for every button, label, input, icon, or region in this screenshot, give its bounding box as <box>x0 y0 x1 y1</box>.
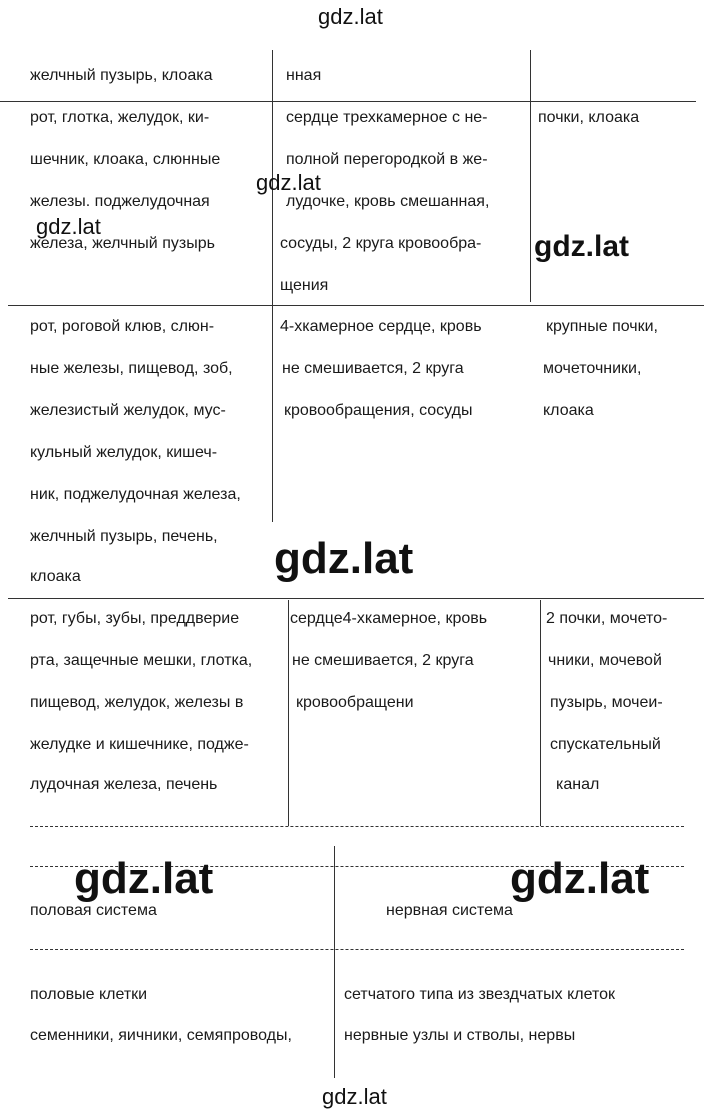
cell-r2-c1-line: ник, поджелудочная железа, <box>30 486 241 503</box>
cell-r3-c2-line: кровообращени <box>296 694 414 711</box>
watermark-big-center: gdz.lat <box>274 534 414 583</box>
bottom-header-left: половая система <box>30 902 157 919</box>
cell-r1-c1-line: железы. поджелудочная <box>30 193 210 210</box>
cell-r2-c2-line: не смешивается, 2 круга <box>282 360 464 377</box>
cell-r1-c2-line: лудочке, кровь смешанная, <box>286 193 490 210</box>
cell-r3-c2-line: не смешивается, 2 круга <box>292 652 474 669</box>
cell-r1-c1-line: железа, желчный пузырь <box>30 235 215 252</box>
cell-r2-c2-line: кровообращения, сосуды <box>284 402 473 419</box>
cell-r2-c1-line: желчный пузырь, печень, <box>30 528 218 545</box>
cell-r3-c1-line: рта, защечные мешки, глотка, <box>30 652 253 669</box>
cell-r3-c1-line: рот, губы, зубы, преддверие <box>30 610 240 627</box>
cell-r1-c2-line: сердце трехкамерное с не- <box>286 109 488 126</box>
cell-r3-c3-line: канал <box>556 776 600 793</box>
cell-r1-c1-line: рот, глотка, желудок, ки- <box>30 109 210 126</box>
cell-r1-c3-line: почки, клоака <box>538 109 640 126</box>
bottom-divider-3 <box>30 949 684 950</box>
bottom-left-line: половые клетки <box>30 986 148 1003</box>
cell-r2-c1-line: железистый желудок, мус- <box>30 402 226 419</box>
cell-r2-c1-line: рот, роговой клюв, слюн- <box>30 318 215 335</box>
cell-r1-c1-line: шечник, клоака, слюнные <box>30 151 221 168</box>
cell-r2-c3-line: клоака <box>543 402 594 419</box>
cell-r3-c2-line: сердце4-хкамерное, кровь <box>290 610 488 627</box>
bottom-left-line: семенники, яичники, семяпроводы, <box>30 1027 292 1044</box>
cell-r1-c2-line: полной перегородкой в же- <box>286 151 488 168</box>
table-divider-v3 <box>288 600 289 826</box>
watermark-mid2: gdz.lat <box>36 214 101 239</box>
watermark-bottom: gdz.lat <box>322 1084 387 1109</box>
table-divider-v4 <box>540 600 541 826</box>
cell-r0-c1-line: желчный пузырь, клоака <box>30 67 213 84</box>
cell-r1-c2-line: сосуды, 2 круга кровообра- <box>280 235 482 252</box>
watermark-mid1: gdz.lat <box>256 170 321 195</box>
table-divider-v1 <box>272 50 273 522</box>
cell-r2-c1-line: клоака <box>30 568 81 585</box>
table-divider-v2 <box>530 50 531 302</box>
watermark-top: gdz.lat <box>318 4 383 29</box>
bottom-right-line: нервные узлы и стволы, нервы <box>344 1027 576 1044</box>
cell-r0-c2-line: нная <box>286 67 322 84</box>
watermark-big-left: gdz.lat <box>74 854 214 903</box>
cell-r3-c1-line: лудочная железа, печень <box>30 776 218 793</box>
watermark-big-right: gdz.lat <box>510 854 650 903</box>
cell-r2-c3-line: крупные почки, <box>546 318 658 335</box>
table-divider-h3 <box>8 598 704 599</box>
table-divider-h2 <box>8 305 704 306</box>
cell-r3-c1-line: желудке и кишечнике, подже- <box>30 736 249 753</box>
bottom-right-line: сетчатого типа из звездчатых клеток <box>344 986 616 1003</box>
table-divider-h1 <box>0 101 696 102</box>
bottom-divider-v <box>334 846 335 1078</box>
cell-r1-c2-line: щения <box>280 277 329 294</box>
cell-r2-c1-line: ные железы, пищевод, зоб, <box>30 360 233 377</box>
cell-r2-c3-line: мочеточники, <box>543 360 642 377</box>
cell-r2-c2-line: 4-хкамерное сердце, кровь <box>280 318 482 335</box>
bottom-header-right: нервная система <box>386 902 513 919</box>
cell-r3-c3-line: спускательный <box>550 736 661 753</box>
cell-r3-c3-line: 2 почки, мочето- <box>546 610 668 627</box>
cell-r3-c1-line: пищевод, желудок, железы в <box>30 694 244 711</box>
cell-r2-c1-line: кульный желудок, кишеч- <box>30 444 218 461</box>
bottom-divider-1 <box>30 826 684 827</box>
cell-r3-c3-line: чники, мочевой <box>548 652 662 669</box>
watermark-mid3: gdz.lat <box>534 230 629 263</box>
cell-r3-c3-line: пузырь, мочеи- <box>550 694 663 711</box>
